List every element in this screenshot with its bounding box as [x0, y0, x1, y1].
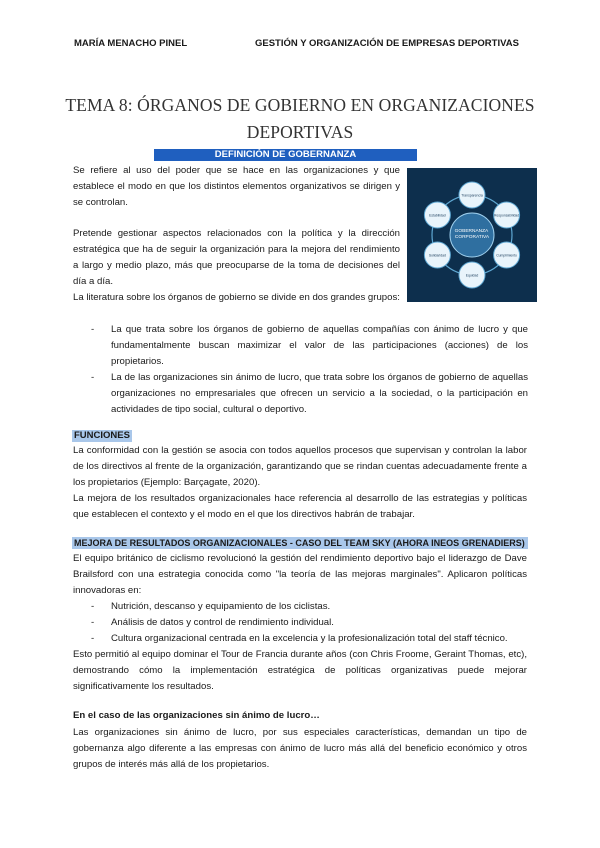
governance-diagram-svg: [407, 168, 537, 302]
list-item: - Cultura organizacional centrada en la excelencia y la profesionalización total del staff técnico.: [91, 633, 508, 644]
functions-paragraph-2: La mejora de los resultados organizacionales hace referencia al desarrollo de las estrategias y políticas que establecen el contexto y el modo en el que los directivos habrán de trabajar.: [73, 493, 527, 520]
team-sky-paragraph-2: Esto permitió al equipo dominar el Tour de Francia durante años (con Chris Froome, Geraint Thomas, etc), demostrando cómo la implementación estratégica de políticas organizativas puede mejorar significativamente los resultados.: [73, 649, 527, 692]
page-header: [74, 38, 526, 52]
list-item: - Nutrición, descanso y equipamiento de los ciclistas.: [91, 601, 331, 612]
diagram-node-label: Transparencia: [461, 193, 483, 198]
section-heading-definition: DEFINICIÓN DE GOBERNANZA: [154, 149, 417, 161]
team-sky-policies-list: [91, 599, 528, 647]
definition-paragraph-2: Pretende gestionar aspectos relacionados con la política y la dirección estratégica que ha de seguir la organización para la mejora del rendimiento a largo y medio plazo, más que preocuparse de la toma de decisiones del día a día.: [73, 228, 400, 287]
title-line-2: DEPORTIVAS: [246, 122, 354, 142]
header-author: MARÍA MENACHO PINEL: [74, 38, 188, 49]
nonprofit-paragraph-1: Las organizaciones sin ánimo de lucro, por sus especiales características, demandan un tipo de gobernanza algo diferente a las empresas con ánimo de lucro más allá del beneficio económico y otros grupos de interés más allá de los propietarios.: [73, 727, 527, 770]
diagram-node-label: Solidaridad: [428, 253, 446, 258]
functions-paragraph-1: La conformidad con la gestión se asocia con todos aquellos procesos que supervisan y controlan la labor de los directivos al frente de la organización, garantizando que se rindan cuentas adecuadamente frente a los propietarios (Ejemplo: Barçagate, 2020).: [73, 445, 527, 488]
diagram-node-label: Equidad: [465, 273, 479, 278]
governance-groups-list: [91, 322, 528, 418]
section-heading-team-sky: MEJORA DE RESULTADOS ORGANIZACIONALES - CASO DEL TEAM SKY (AHORA INEOS GRENADIERS): [72, 537, 528, 549]
team-sky-paragraph-1: El equipo británico de ciclismo revolucionó la gestión del rendimiento deportivo bajo el liderazgo de Dave Brailsford con una estrategia conocida como "la teoría de las mejoras marginales". Aplicaron políticas innovadoras en:: [73, 553, 527, 596]
title-line-1: TEMA 8: ÓRGANOS DE GOBIERNO EN ORGANIZACIONES: [65, 95, 535, 115]
diagram-node-label: Responsabilidad: [494, 213, 520, 218]
definition-paragraph-3: La literatura sobre los órganos de gobierno se divide en dos grandes grupos:: [73, 292, 400, 303]
diagram-center-label: GOBERNANZA CORPORATIVA: [454, 229, 490, 240]
definition-paragraph-1: Se refiere al uso del poder que se hace en las organizaciones y que establece el modo en que los distintos elementos organizativos se dirigen y se controlan.: [73, 165, 400, 208]
section-heading-nonprofit: En el caso de las organizaciones sin ánimo de lucro…: [73, 710, 320, 721]
diagram-node-label: Estabilidad: [429, 213, 446, 218]
header-course: GESTIÓN Y ORGANIZACIÓN DE EMPRESAS DEPORTIVAS: [255, 38, 519, 49]
document-title: [60, 92, 540, 146]
list-item: - Análisis de datos y control de rendimiento individual.: [91, 617, 334, 628]
list-item: - La que trata sobre los órganos de gobierno de aquellas compañías con ánimo de lucro y que fundamentalmente buscan maximizar el valor de las participaciones (acciones) de los propietarios.: [91, 324, 528, 367]
list-item: - La de las organizaciones sin ánimo de lucro, que trata sobre los órganos de gobierno de aquellas organizaciones no empresariales que ofrecen un servicio a la sociedad, o la participación en actividades de tipo social, cultural o deportivo.: [91, 372, 528, 415]
section-heading-functions: FUNCIONES: [74, 430, 130, 441]
diagram-node-label: Cumplimiento: [496, 253, 517, 258]
governance-diagram-image: [407, 168, 537, 302]
